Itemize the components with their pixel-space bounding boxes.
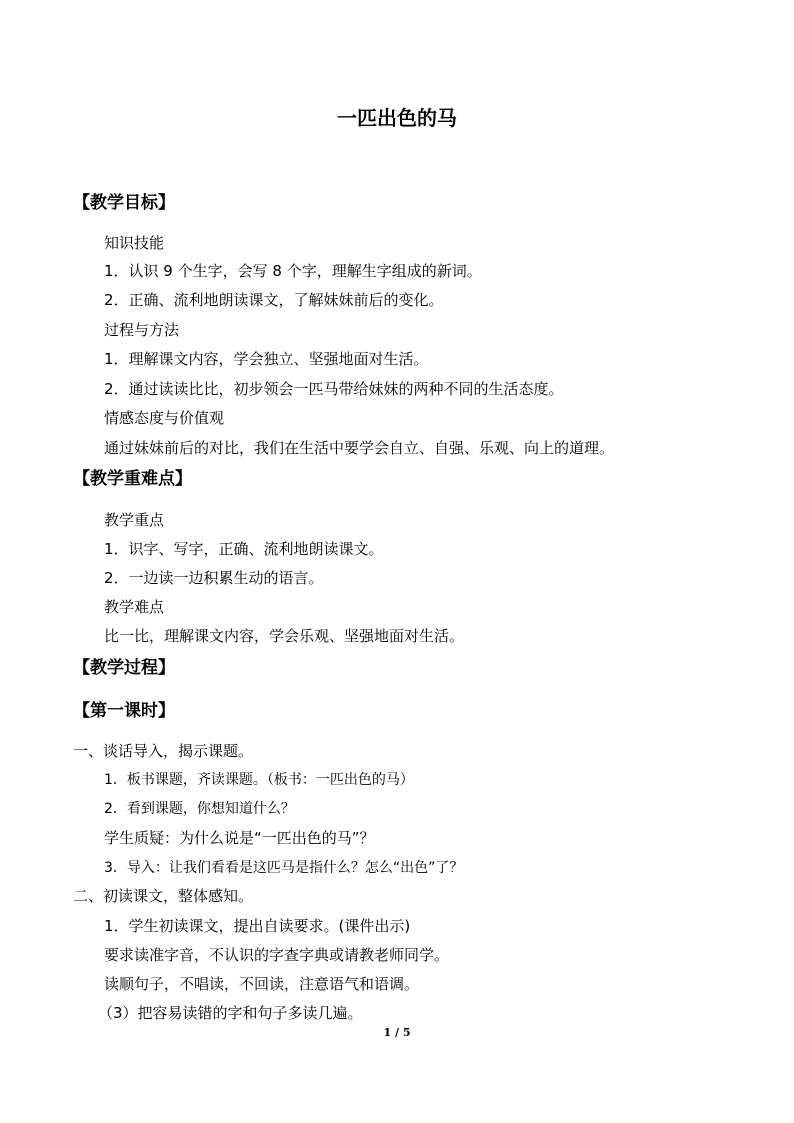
- focus-item-1: 1．识字、写字，正确、流利地朗读课文。: [104, 540, 384, 558]
- step1-item-3: 3．导入：让我们看看是这匹马是指什么？怎么“出色”了？: [104, 860, 464, 876]
- step2-requirement-1: 要求读准字音，不认识的字查字典或请教老师同学。: [104, 946, 450, 964]
- step2-requirement-2: 读顺句子，不唱读，不回读，注意语气和语调。: [104, 975, 420, 993]
- process-item-1: 1．理解课文内容，学会独立、坚强地面对生活。: [104, 350, 429, 368]
- step1-item-2: 2．看到课题，你想知道什么？: [104, 801, 295, 817]
- difficulty-label: 教学难点: [104, 598, 165, 616]
- key-points-heading: 【教学重难点】: [73, 469, 192, 489]
- difficulty-text: 比一比，理解课文内容，学会乐观、坚强地面对生活。: [104, 627, 465, 645]
- step1-question: 学生质疑：为什么说是“一匹出色的马”？: [104, 829, 375, 847]
- process-label: 过程与方法: [104, 321, 180, 339]
- knowledge-label: 知识技能: [104, 234, 165, 252]
- knowledge-item-1: 1．认识 9 个生字，会写 8 个字，理解生字组成的新词。: [104, 262, 482, 280]
- page-title: 一匹出色的马: [337, 106, 457, 130]
- knowledge-item-2: 2．正确、流利地朗读课文，了解妹妹前后的变化。: [104, 291, 444, 309]
- process-heading: 【教学过程】: [73, 658, 175, 678]
- focus-label: 教学重点: [104, 511, 165, 529]
- objectives-heading: 【教学目标】: [73, 193, 175, 213]
- step1-item-1: 1．板书课题，齐读课题。（板书：一匹出色的马）: [104, 772, 414, 788]
- focus-item-2: 2．一边读一边积累生动的语言。: [104, 569, 324, 587]
- emotion-text: 通过妹妹前后的对比，我们在生活中要学会自立、自强、乐观、向上的道理。: [104, 439, 615, 457]
- process-item-2: 2．通过读读比比，初步领会一匹马带给妹妹的两种不同的生活态度。: [104, 380, 564, 398]
- step2-heading: 二、初读课文，整体感知。: [73, 887, 254, 905]
- page-number: 1 / 5: [383, 1026, 411, 1039]
- step1-heading: 一、谈话导入，揭示课题。: [73, 742, 254, 760]
- step2-requirement-3: （3）把容易读错的字和句子多读几遍。: [98, 1004, 363, 1022]
- lesson1-heading: 【第一课时】: [73, 701, 175, 721]
- step2-item-1: 1．学生初读课文，提出自读要求。(课件出示): [104, 917, 411, 935]
- emotion-label: 情感态度与价值观: [104, 409, 225, 427]
